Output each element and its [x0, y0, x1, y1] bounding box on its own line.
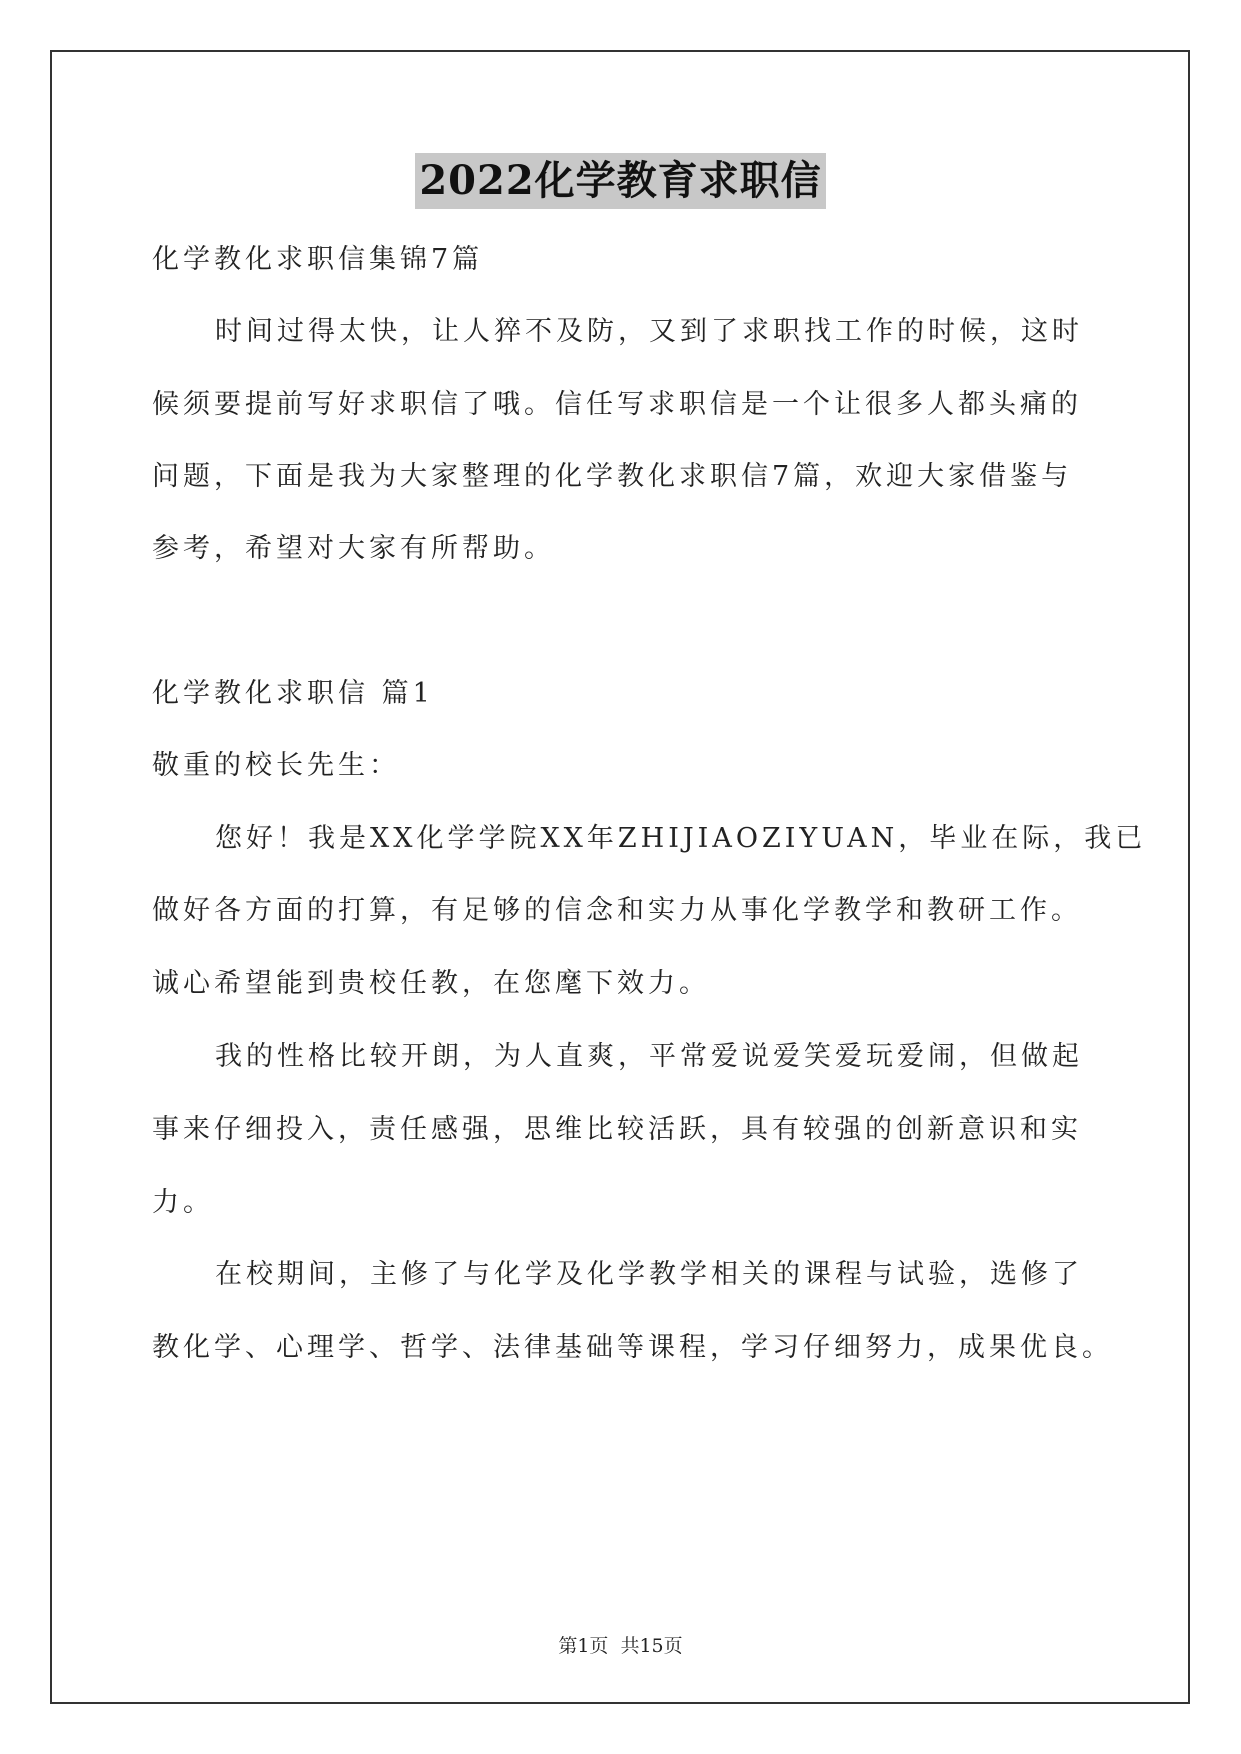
- salutation: 敬重的校长先生：: [152, 750, 400, 781]
- page-border: [50, 50, 1190, 1704]
- intro-line-3: 问题，下面是我为大家整理的化学教化求职信7篇，欢迎大家借鉴与: [152, 461, 1073, 492]
- page-number: 第1页: [558, 1635, 609, 1657]
- para3-line-2: 教化学、心理学、哲学、法律基础等课程，学习仔细努力，成果优良。: [152, 1332, 1113, 1363]
- para2-line-2: 事来仔细投入，责任感强，思维比较活跃，具有较强的创新意识和实: [152, 1114, 1082, 1145]
- document-title: 2022化学教育求职信: [415, 153, 825, 209]
- title-wrap: [0, 153, 1241, 209]
- subtitle: 化学教化求职信集锦7篇: [152, 244, 484, 275]
- page-footer: [0, 1631, 1241, 1658]
- intro-line-2: 候须要提前写好求职信了哦。信任写求职信是一个让很多人都头痛的: [152, 389, 1082, 420]
- para1-line-2: 做好各方面的打算，有足够的信念和实力从事化学教学和教研工作。: [152, 895, 1082, 926]
- section-heading: 化学教化求职信 篇1: [152, 678, 434, 709]
- page-total: 共15页: [620, 1635, 683, 1657]
- intro-line-1: 时间过得太快，让人猝不及防，又到了求职找工作的时候，这时: [215, 316, 1083, 347]
- para1-line-1: 您好！我是XX化学学院XX年ZHIJIAOZIYUAN，毕业在际，我已: [215, 823, 1147, 854]
- para2-line-1: 我的性格比较开朗，为人直爽，平常爱说爱笑爱玩爱闹，但做起: [215, 1041, 1083, 1072]
- para3-line-1: 在校期间，主修了与化学及化学教学相关的课程与试验，选修了: [215, 1259, 1083, 1290]
- para2-line-3: 力。: [152, 1187, 214, 1218]
- intro-line-4: 参考，希望对大家有所帮助。: [152, 533, 555, 564]
- para1-line-3: 诚心希望能到贵校任教，在您麾下效力。: [152, 968, 710, 999]
